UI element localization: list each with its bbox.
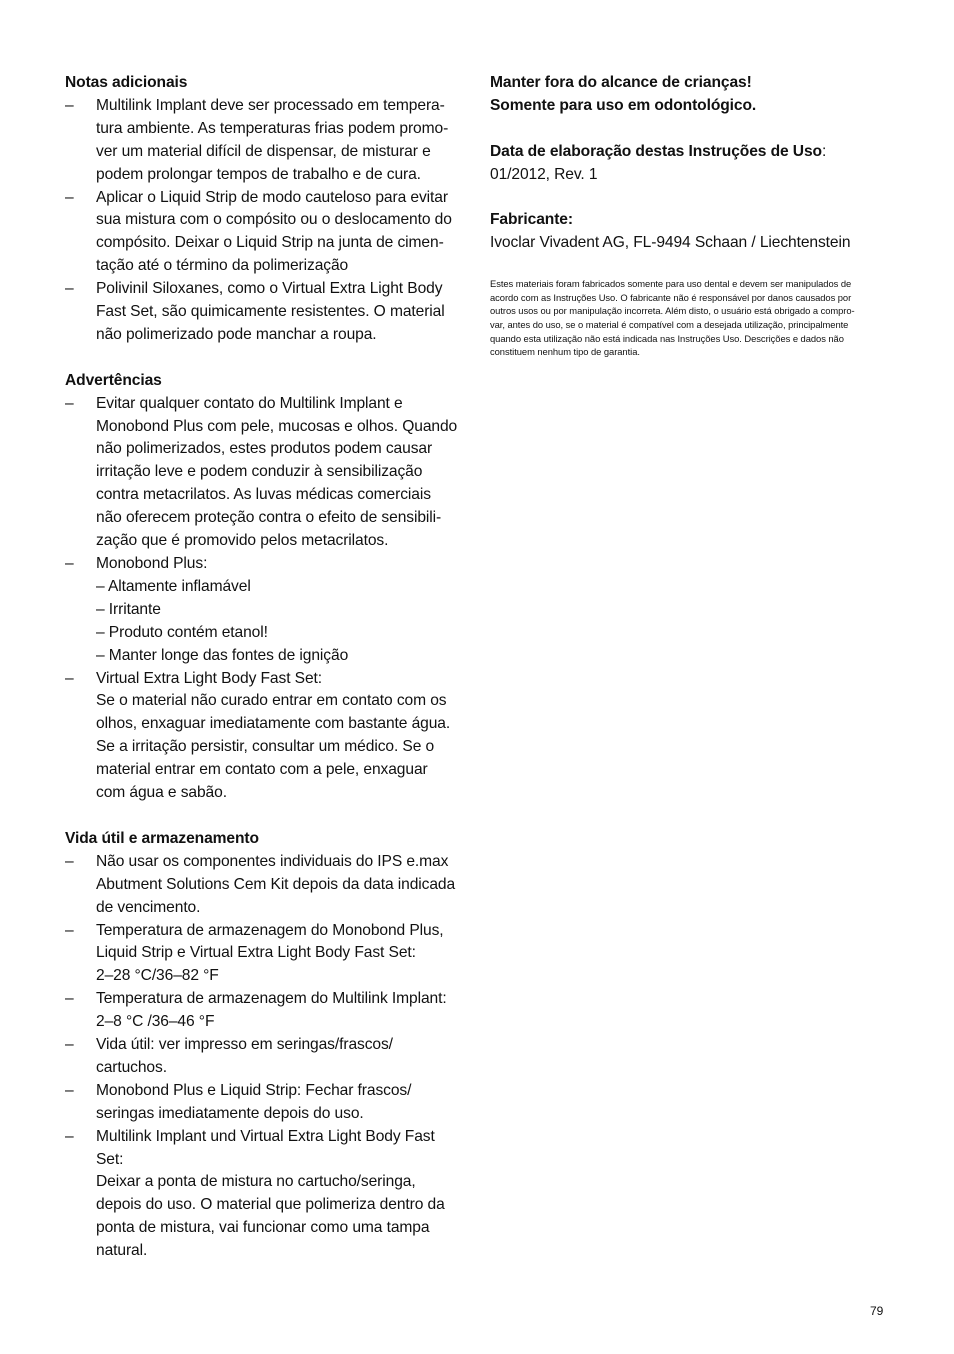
manufacturer-block	[490, 209, 885, 255]
text-line: com água e sabão.	[96, 784, 227, 802]
date-value: 01/2012, Rev. 1	[490, 165, 598, 183]
text-line: não polimerizados, estes produtos podem causar	[96, 440, 433, 458]
text-line: Monobond Plus com pele, mucosas e olhos. Quando	[96, 417, 458, 435]
text-line: Se a irritação persistir, consultar um médico. Se o	[96, 738, 435, 756]
list-dash: –	[65, 394, 74, 412]
text-line: natural.	[96, 1242, 148, 1260]
sub-item: – Irritante	[96, 600, 161, 618]
text-line: sua mistura com o compósito ou o deslocamento do	[96, 211, 452, 229]
list-dash: –	[65, 852, 74, 870]
list-dash: –	[65, 280, 74, 298]
text-line: tura ambiente. As temperaturas frias podem promo-	[96, 119, 449, 137]
list-item	[65, 1034, 467, 1080]
text-line: Fast Set, são quimicamente resistentes. O material	[96, 303, 445, 321]
disclaimer	[490, 277, 882, 359]
list-dash: –	[65, 1081, 74, 1099]
text-line: Multilink Implant deve ser processado em tempera-	[96, 96, 445, 114]
list-dash: –	[65, 1127, 74, 1145]
section-heading: Advertências	[65, 371, 162, 389]
left-column	[65, 72, 467, 1263]
text-line: Set:	[96, 1150, 124, 1168]
text-line: Polivinil Siloxanes, como o Virtual Extra Light Body	[96, 280, 443, 298]
sub-item: – Manter longe das fontes de ignição	[96, 646, 349, 664]
text-line: cartuchos.	[96, 1058, 167, 1076]
list-dash: –	[65, 188, 74, 206]
disclaimer-line: outros usos ou por manipulação incorreta. Além disto, o usuário está obrigado a compro-	[490, 305, 855, 317]
date-colon: :	[821, 142, 827, 160]
list-item	[65, 851, 467, 920]
list-item	[65, 187, 467, 279]
disclaimer-line: Estes materiais foram fabricados somente para uso dental e devem ser manipulados de	[490, 278, 852, 290]
text-line: não oferecem proteção contra o efeito de sensibili-	[96, 509, 442, 527]
text-line: não polimerizado pode manchar a roupa.	[96, 325, 377, 343]
list-dash: –	[65, 96, 74, 114]
disclaimer-line: var, antes do uso, se o material é compatível com a desejada utilização, principalmente	[490, 319, 849, 330]
manufacturer-value: Ivoclar Vivadent AG, FL-9494 Schaan / Liechtenstein	[490, 234, 851, 252]
text-line: Abutment Solutions Cem Kit depois da data indicada	[96, 875, 456, 893]
text-line: contra metacrilatos. As luvas médicas comerciais	[96, 486, 431, 504]
section-advertencias	[65, 370, 467, 805]
text-line: tação até o término da polimerização	[96, 257, 349, 275]
text-line: material entrar em contato com a pele, enxaguar	[96, 761, 428, 779]
warning-children: Manter fora do alcance de crianças!	[490, 74, 752, 91]
disclaimer-line: constituem nenhum tipo de garantia.	[490, 346, 640, 358]
text-line: podem prolongar tempos de trabalho e de cura.	[96, 165, 421, 183]
list-item	[65, 553, 467, 668]
text-line: zação que é promovido pelos metacrilatos.	[96, 532, 389, 550]
sub-item: – Produto contém etanol!	[96, 623, 268, 641]
list-dash: –	[65, 669, 74, 687]
text-line: Liquid Strip e Virtual Extra Light Body Fast Set:	[96, 944, 416, 962]
text-line: Multilink Implant und Virtual Extra Light Body Fast	[96, 1127, 435, 1145]
list-item	[65, 920, 467, 989]
list-dash: –	[65, 555, 74, 573]
text-line: Evitar qualquer contato do Multilink Implant e	[96, 394, 403, 412]
text-line: compósito. Deixar o Liquid Strip na junta de cimen-	[96, 234, 444, 252]
list-dash: –	[65, 921, 74, 939]
text-line: 2–8 °C /36–46 °F	[96, 1013, 215, 1031]
text-line: Aplicar o Liquid Strip de modo cauteloso para evitar	[96, 188, 448, 206]
section-vida-util	[65, 828, 467, 1263]
list-item	[65, 95, 467, 187]
text-line: Temperatura de armazenagem do Monobond Plus,	[96, 921, 444, 939]
text-line: olhos, enxaguar imediatamente com bastante água.	[96, 715, 451, 733]
text-line: ver um material difícil de dispensar, de misturar e	[96, 142, 431, 160]
text-line: Monobond Plus:	[96, 555, 208, 573]
text-line: Temperatura de armazenagem do Multilink Implant:	[96, 990, 447, 1008]
date-label: Data de elaboração destas Instruções de Uso	[490, 142, 822, 160]
list-item	[65, 988, 467, 1034]
date-block	[490, 141, 885, 187]
sub-item: – Altamente inflamável	[96, 577, 251, 595]
list-item	[65, 278, 467, 347]
text-line: de vencimento.	[96, 898, 201, 916]
text-line: seringas imediatamente depois do uso.	[96, 1104, 364, 1122]
text-line: Se o material não curado entrar em contato com os	[96, 692, 447, 710]
text-line: Virtual Extra Light Body Fast Set:	[96, 669, 322, 687]
list-item	[65, 393, 467, 553]
section-heading: Vida útil e armazenamento	[65, 829, 259, 847]
disclaimer-line: acordo com as Instruções Uso. O fabricante não é responsável por danos causados por	[490, 291, 852, 303]
text-line: 2–28 °C/36–82 °F	[96, 967, 219, 985]
manufacturer-label: Fabricante:	[490, 211, 573, 229]
list-dash: –	[65, 1036, 74, 1054]
text-line: depois do uso. O material que polimeriza dentro da	[96, 1196, 445, 1214]
list-item	[65, 668, 467, 805]
text-line: Vida útil: ver impresso em seringas/frascos/	[96, 1036, 393, 1054]
section-notas-adicionais	[65, 72, 467, 347]
list-item	[65, 1126, 467, 1263]
disclaimer-line: quando esta utilização não está indicada nas Instruções Uso. Descrições e dados não	[490, 332, 844, 344]
text-line: Deixar a ponta de mistura no cartucho/seringa,	[96, 1173, 416, 1191]
text-line: Monobond Plus e Liquid Strip: Fechar frascos/	[96, 1081, 412, 1099]
list-item	[65, 1080, 467, 1126]
section-heading: Notas adicionais	[65, 74, 188, 91]
text-line: Não usar os componentes individuais do IPS e.max	[96, 852, 449, 870]
warning-dental-use: Somente para uso em odontológico.	[490, 96, 757, 114]
text-line: irritação leve e podem conduzir à sensibilização	[96, 463, 423, 481]
text-line: ponta de mistura, vai funcionar como uma tampa	[96, 1219, 430, 1237]
right-column	[490, 72, 885, 359]
list-dash: –	[65, 990, 74, 1008]
page-number: 79	[870, 1304, 884, 1318]
